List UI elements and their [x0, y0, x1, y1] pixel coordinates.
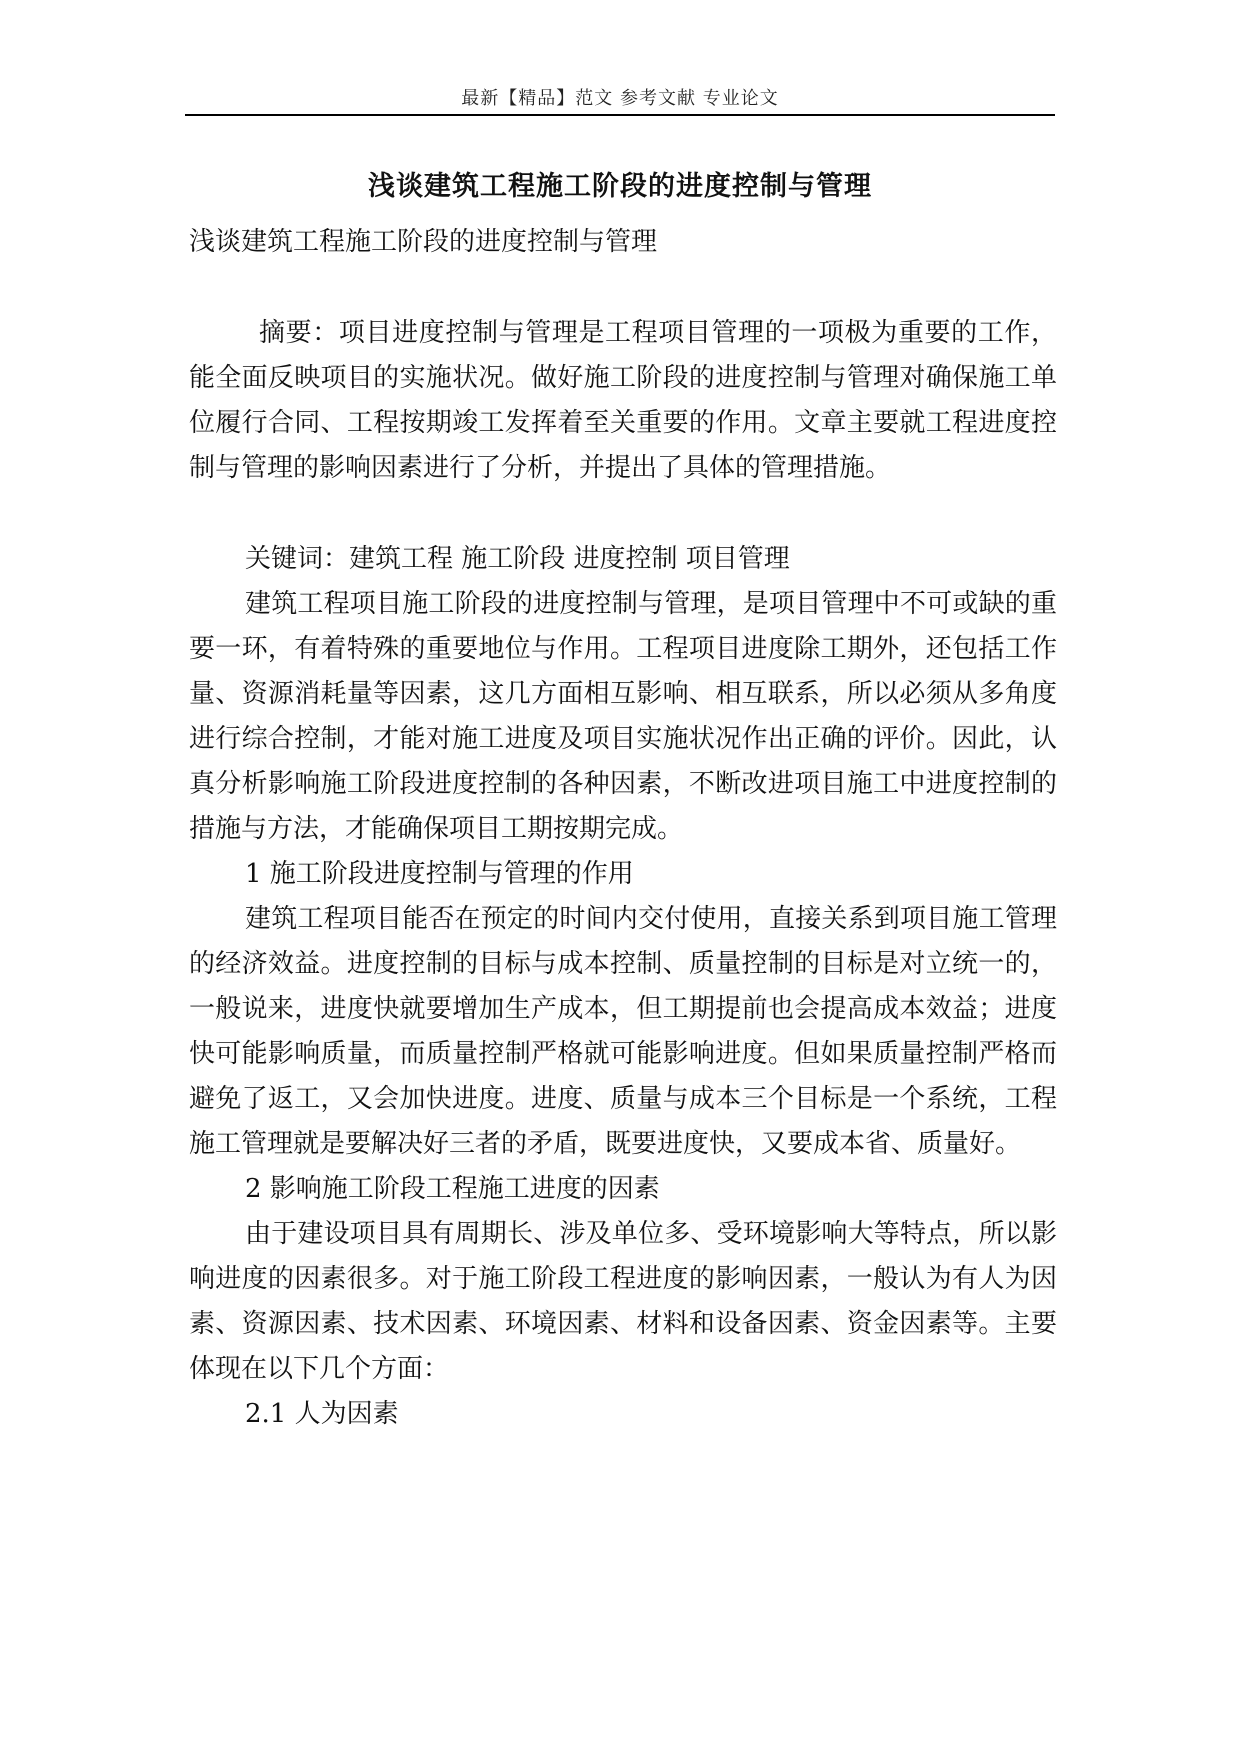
document-subtitle: 浅谈建筑工程施工阶段的进度控制与管理: [189, 227, 658, 257]
abstract-paragraph: 摘要：项目进度控制与管理是工程项目管理的一项极为重要的工作，能全面反映项目的实施状况。做好施工阶段的进度控制与管理对确保施工单位履行合同、工程按期竣工发挥着至关重要的作用。文章主要就工程进度控制与管理的影响因素进行了分析，并提出了具体的管理措施。: [189, 318, 1057, 483]
keywords-line: 关键词：建筑工程 施工阶段 进度控制 项目管理: [245, 544, 790, 574]
section-2-heading: 2 影响施工阶段工程施工进度的因素: [245, 1174, 660, 1204]
document-title: 浅谈建筑工程施工阶段的进度控制与管理: [368, 171, 872, 202]
section-1-heading: 1 施工阶段进度控制与管理的作用: [245, 859, 634, 889]
section-2-1-heading: 2.1 人为因素: [245, 1399, 399, 1429]
section-1-paragraph: 建筑工程项目能否在预定的时间内交付使用，直接关系到项目施工管理的经济效益。进度控制的目标与成本控制、质量控制的目标是对立统一的，一般说来，进度快就要增加生产成本，但工期提前也会提高成本效益；进度快可能影响质量，而质量控制严格就可能影响进度。但如果质量控制严格而避免了返工，又会加快进度。进度、质量与成本三个目标是一个系统，工程施工管理就是要解决好三者的矛盾，既要进度快，又要成本省、质量好。: [189, 904, 1057, 1159]
document-body: [189, 220, 1057, 1437]
header-divider: [185, 114, 1055, 116]
intro-paragraph: 建筑工程项目施工阶段的进度控制与管理，是项目管理中不可或缺的重要一环，有着特殊的重要地位与作用。工程项目进度除工期外，还包括工作量、资源消耗量等因素，这几方面相互影响、相互联系，所以必须从多角度进行综合控制，才能对施工进度及项目实施状况作出正确的评价。因此，认真分析影响施工阶段进度控制的各种因素，不断改进项目施工中进度控制的措施与方法，才能确保项目工期按期完成。: [189, 589, 1057, 844]
running-header: 最新【精品】范文 参考文献 专业论文: [461, 88, 779, 109]
section-2-paragraph: 由于建设项目具有周期长、涉及单位多、受环境影响大等特点，所以影响进度的因素很多。对于施工阶段工程进度的影响因素，一般认为有人为因素、资源因素、技术因素、环境因素、材料和设备因素、资金因素等。主要体现在以下几个方面：: [189, 1219, 1057, 1384]
